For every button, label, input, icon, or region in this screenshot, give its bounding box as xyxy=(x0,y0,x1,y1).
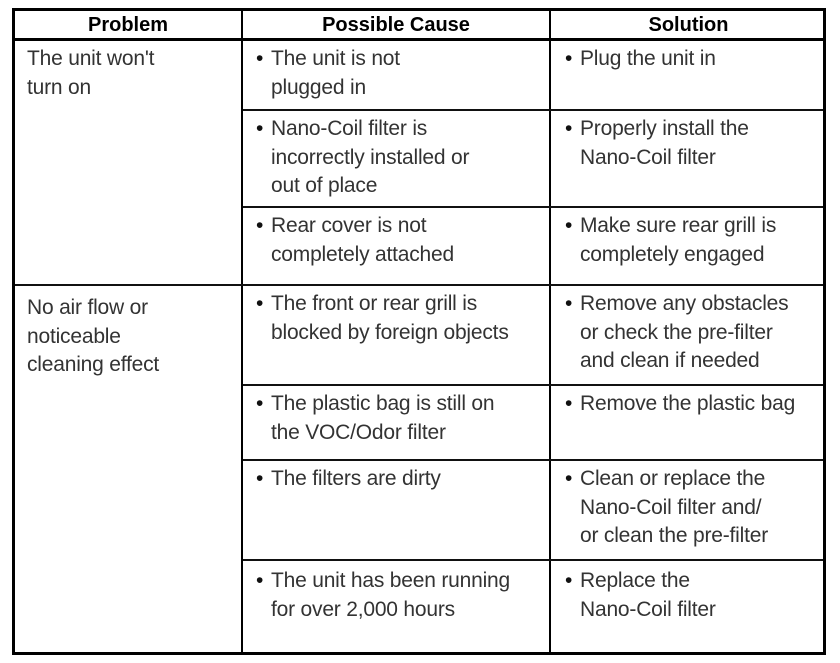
table-header xyxy=(15,11,823,41)
header-cause: Possible Cause xyxy=(322,14,470,36)
troubleshooting-table xyxy=(12,8,826,655)
cause-cell: • The unit has been running for over 2,000 hours xyxy=(251,567,510,624)
row-divider xyxy=(243,559,823,561)
cause-cell: • The unit is not plugged in xyxy=(251,45,400,102)
cause-cell: • The front or rear grill is blocked by foreign objects xyxy=(251,290,509,347)
solution-cell: • Plug the unit in xyxy=(560,45,716,74)
solution-cell: • Clean or replace the Nano-Coil filter and/ or clean the pre-filter xyxy=(560,465,768,551)
solution-cell: • Properly install the Nano-Coil filter xyxy=(560,115,749,172)
cause-cell: • The filters are dirty xyxy=(251,465,441,494)
problem-cell: No air flow or noticeable cleaning effect xyxy=(27,296,160,376)
column-divider xyxy=(549,11,551,652)
row-divider xyxy=(243,384,823,386)
cause-cell: • Nano-Coil filter is incorrectly installed or out of place xyxy=(251,115,469,201)
row-divider xyxy=(243,206,823,208)
problem-cell: The unit won't turn on xyxy=(27,47,155,99)
solution-cell: • Remove the plastic bag xyxy=(560,390,795,419)
header-solution: Solution xyxy=(648,14,729,36)
row-divider xyxy=(243,109,823,111)
cause-cell: • The plastic bag is still on the VOC/Odor filter xyxy=(251,390,494,447)
row-divider xyxy=(15,284,823,286)
row-divider xyxy=(243,459,823,461)
header-problem: Problem xyxy=(87,14,169,36)
solution-cell: • Replace the Nano-Coil filter xyxy=(560,567,716,624)
column-divider xyxy=(241,11,243,652)
cause-cell: • Rear cover is not completely attached xyxy=(251,212,454,269)
solution-cell: • Make sure rear grill is completely engaged xyxy=(560,212,776,269)
solution-cell: • Remove any obstacles or check the pre-filter and clean if needed xyxy=(560,290,788,376)
